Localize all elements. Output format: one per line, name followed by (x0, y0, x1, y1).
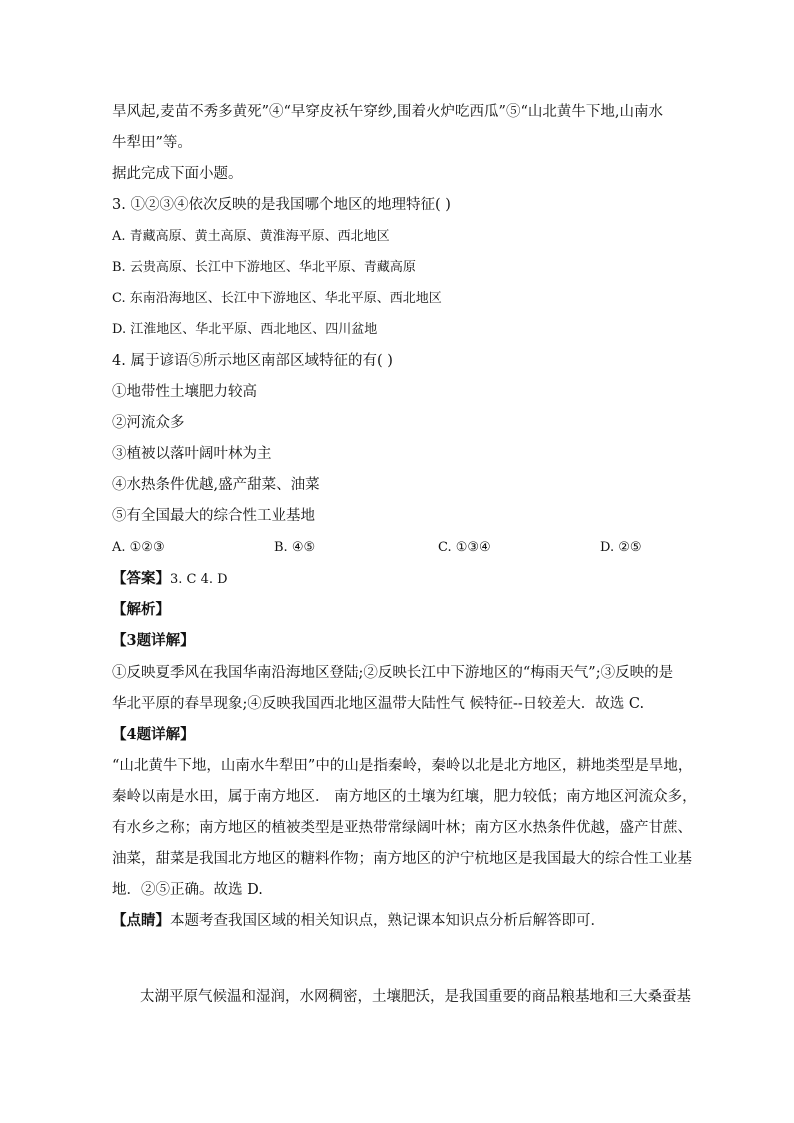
question-4-choice-d: D. ②⑤ (600, 540, 642, 555)
detail-4-line-5: 地．②⑤正确。故选 D. (112, 882, 263, 898)
detail-4-line-4: 油菜，甜菜是我国北方地区的糖料作物；南方地区的沪宁杭地区是我国最大的综合性工业基 (112, 851, 692, 867)
detail-4-line-1: “山北黄牛下地，山南水牛犁田”中的山是指秦岭，秦岭以北是北方地区，耕地类型是旱地， (112, 758, 693, 774)
answer-text: 3. C 4. D (170, 572, 228, 587)
question-3-option-c: C. 东南沿海地区、长江中下游地区、华北平原、西北地区 (112, 291, 442, 306)
question-4-item-2: ②河流众多 (112, 415, 185, 431)
answer-label: 【答案】 (112, 570, 170, 587)
detail-3-line-1: ①反映夏季风在我国华南沿海地区登陆;②反映长江中下游地区的“梅雨天气”;③反映的是 (112, 665, 674, 681)
question-3-option-d: D. 江淮地区、华北平原、西北地区、四川盆地 (112, 322, 378, 337)
question-4-item-4: ④水热条件优越,盛产甜菜、油菜 (112, 477, 320, 493)
question-4-item-5: ⑤有全国最大的综合性工业基地 (112, 508, 315, 524)
detail-4-label: 【4题详解】 (112, 726, 195, 743)
analysis-label: 【解析】 (112, 601, 170, 618)
question-3-stem: 3. ①②③④依次反映的是我国哪个地区的地理特征( ) (112, 197, 451, 213)
answer-line (112, 569, 228, 590)
detail-3-line-2: 华北平原的春旱现象;④反映我国西北地区温带大陆性气 候特征--日较差大．故选 C. (112, 696, 645, 712)
comment-label: 【点睛】 (112, 912, 170, 929)
question-3-option-b: B. 云贵高原、长江中下游地区、华北平原、青藏高原 (112, 260, 416, 275)
comment-text: 本题考查我国区域的相关知识点，熟记课本知识点分析后解答即可． (170, 913, 605, 929)
detail-3-label: 【3题详解】 (112, 632, 195, 649)
passage-line-2: 牛犁田”等。 (112, 135, 192, 151)
question-4-item-1: ①地带性土壤肥力较高 (112, 384, 257, 400)
instruction-text: 据此完成下面小题。 (112, 166, 243, 182)
detail-4-line-3: 有水乡之称；南方地区的植被类型是亚热带常绿阔叶林；南方区水热条件优越，盛产甘蔗、 (112, 820, 692, 836)
question-3-option-a: A. 青藏高原、黄土高原、黄淮海平原、西北地区 (112, 229, 390, 244)
comment-line (112, 911, 605, 931)
passage-line-1: 旱风起,麦苗不秀多黄死”④“早穿皮袄午穿纱,围着火炉吃西瓜”⑤“山北黄牛下地,山南水 (112, 104, 663, 120)
detail-4-line-2: 秦岭以南是水田，属于南方地区． 南方地区的土壤为红壤，肥力较低；南方地区河流众多， (112, 789, 697, 805)
question-4-choice-c: C. ①③④ (438, 540, 491, 555)
question-4-item-3: ③植被以落叶阔叶林为主 (112, 446, 272, 462)
question-4-choice-b: B. ④⑤ (274, 540, 316, 555)
question-4-stem: 4. 属于谚语⑤所示地区南部区域特征的有( ) (112, 353, 393, 369)
next-passage-line: 太湖平原气候温和湿润，水网稠密，土壤肥沃，是我国重要的商品粮基地和三大桑蚕基 (140, 989, 691, 1005)
question-4-choice-a: A. ①②③ (112, 540, 165, 555)
